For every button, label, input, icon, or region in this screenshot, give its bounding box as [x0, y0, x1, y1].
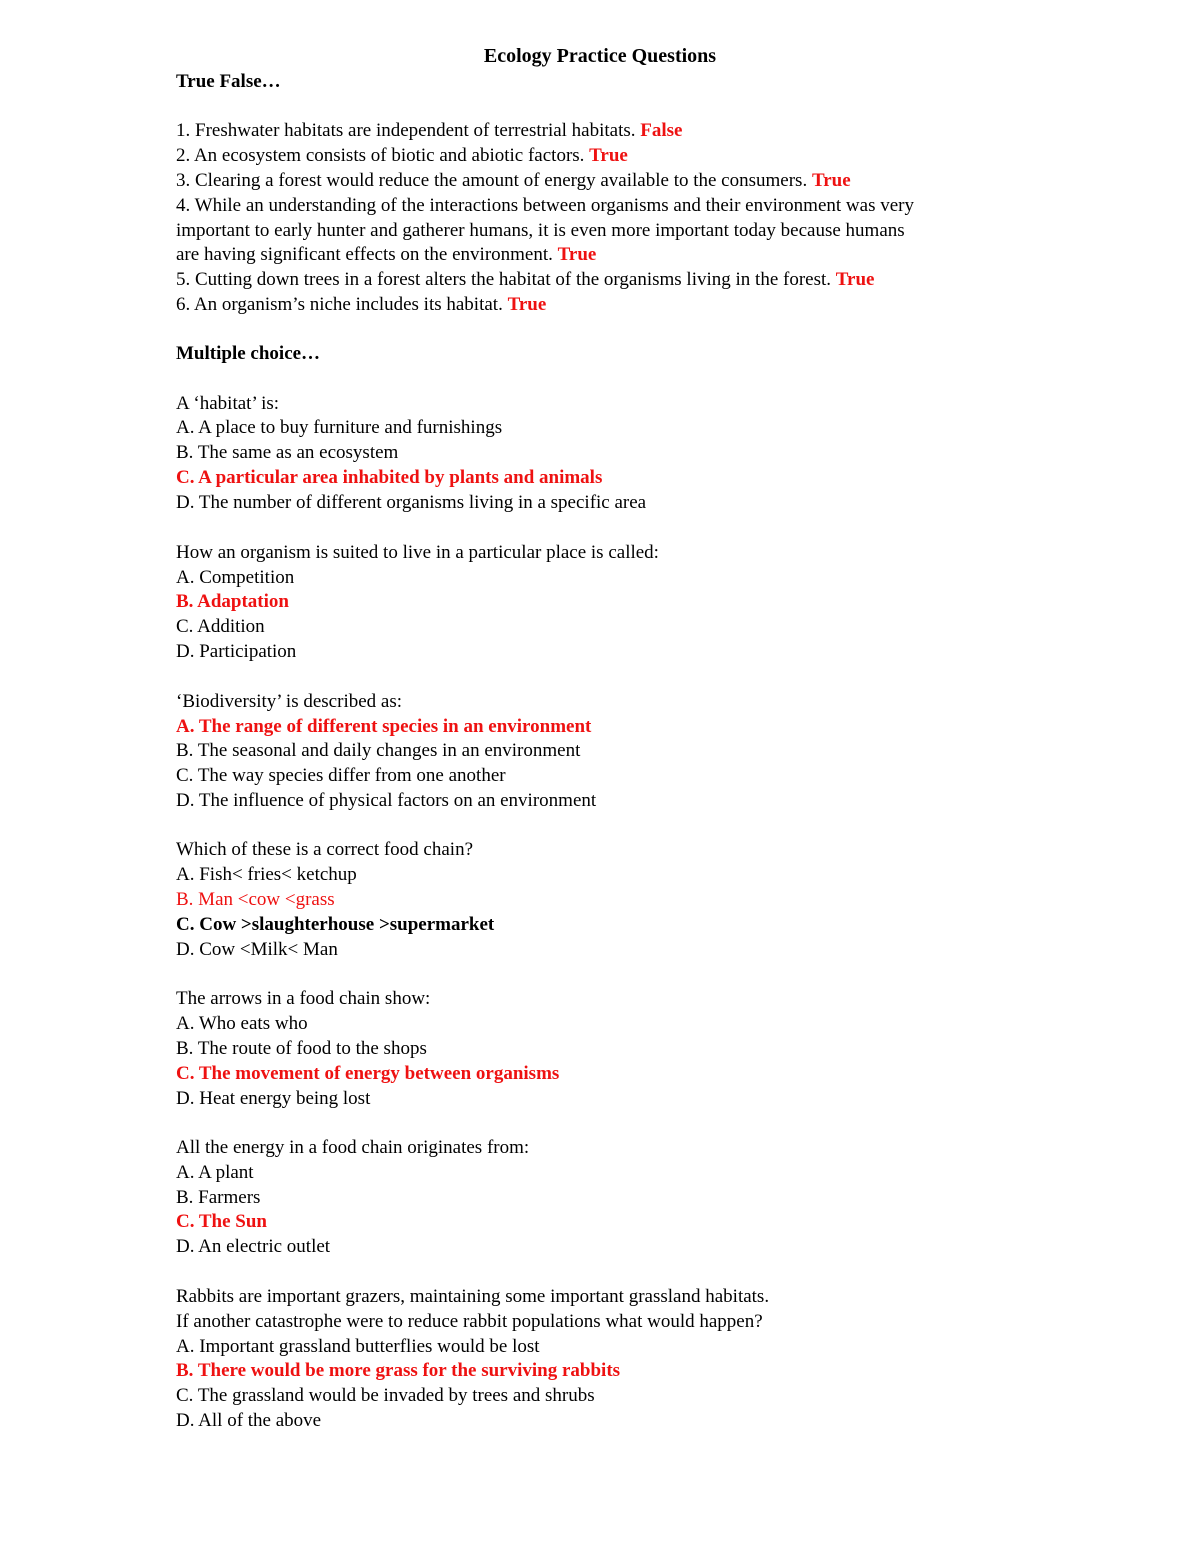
answer-option: A. Fish< fries< ketchup	[176, 864, 357, 885]
answer-option: B. Farmers	[176, 1187, 261, 1208]
tf-number: 1.	[176, 120, 191, 141]
tf-answer: True	[835, 269, 875, 290]
tf-item-3	[176, 169, 1076, 194]
tf-item-4-line-2	[176, 219, 1076, 244]
tf-answer: True	[589, 145, 628, 166]
answer-option: A. Who eats who	[176, 1013, 308, 1034]
question-stem: ‘Biodiversity’ is described as:	[176, 691, 403, 712]
tf-answer: False	[640, 120, 683, 141]
tf-statement: While an understanding of the interactions between organisms and their environment was very	[190, 195, 914, 216]
tf-answer: True	[557, 244, 597, 265]
answer-option: A. Competition	[176, 567, 295, 588]
tf-item-4-line-3	[176, 243, 1076, 268]
answer-option-correct: B. Man <cow <grass	[176, 889, 335, 910]
question-stem: All the energy in a food chain originates from:	[176, 1137, 530, 1158]
answer-option: A. Important grassland butterflies would be lost	[176, 1336, 540, 1357]
answer-option-correct: C. The Sun	[176, 1211, 268, 1232]
answer-option: D. An electric outlet	[176, 1236, 331, 1257]
tf-statement: are having significant effects on the environment.	[176, 244, 558, 265]
question-stem: A ‘habitat’ is:	[176, 393, 280, 414]
answer-option: A. A plant	[176, 1162, 254, 1183]
tf-item-5	[176, 268, 1076, 293]
tf-statement: An ecosystem consists of biotic and abiotic factors.	[190, 145, 590, 166]
answer-option: B. The seasonal and daily changes in an environment	[176, 740, 581, 761]
answer-option: D. All of the above	[176, 1410, 322, 1431]
answer-option: D. The influence of physical factors on an environment	[176, 790, 597, 811]
answer-option-correct: B. Adaptation	[176, 591, 289, 612]
answer-option-correct: C. The movement of energy between organisms	[176, 1063, 560, 1084]
answer-option: D. Heat energy being lost	[176, 1088, 371, 1109]
tf-answer: True	[811, 170, 851, 191]
answer-option: D. The number of different organisms living in a specific area	[176, 492, 647, 513]
answer-option: B. The same as an ecosystem	[176, 442, 399, 463]
tf-number: 5.	[176, 269, 191, 290]
tf-item-4-line-1	[176, 194, 1076, 219]
page-title: Ecology Practice Questions	[483, 45, 717, 67]
tf-statement: Cutting down trees in a forest alters the habitat of the organisms living in the forest.	[190, 269, 836, 290]
answer-option: B. The route of food to the shops	[176, 1038, 427, 1059]
answer-option: C. Cow >slaughterhouse >supermarket	[176, 914, 495, 935]
tf-number: 3.	[176, 170, 191, 191]
tf-answer: True	[507, 294, 547, 315]
tf-statement: Clearing a forest would reduce the amount of energy available to the consumers.	[190, 170, 812, 191]
tf-statement: An organism’s niche includes its habitat.	[190, 294, 508, 315]
answer-option: C. The grassland would be invaded by trees and shrubs	[176, 1385, 595, 1406]
tf-statement: Freshwater habitats are independent of terrestrial habitats.	[190, 120, 641, 141]
answer-option-correct: A. The range of different species in an environment	[176, 716, 592, 737]
tf-statement: important to early hunter and gatherer humans, it is even more important today because humans	[176, 220, 905, 241]
tf-item-1	[176, 119, 1076, 144]
answer-option: A. A place to buy furniture and furnishings	[176, 417, 503, 438]
question-stem: How an organism is suited to live in a particular place is called:	[176, 542, 659, 563]
tf-item-6	[176, 293, 1076, 318]
answer-option: D. Participation	[176, 641, 297, 662]
question-stem: The arrows in a food chain show:	[176, 988, 431, 1009]
answer-option-correct: B. There would be more grass for the surviving rabbits	[176, 1360, 621, 1381]
answer-option: C. Addition	[176, 616, 265, 637]
tf-number: 2.	[176, 145, 191, 166]
tf-number: 4.	[176, 195, 191, 216]
question-stem: Which of these is a correct food chain?	[176, 839, 474, 860]
answer-option-correct: C. A particular area inhabited by plants and animals	[176, 467, 603, 488]
answer-option: D. Cow <Milk< Man	[176, 939, 338, 960]
question-stem: Rabbits are important grazers, maintaining some important grassland habitats.	[176, 1286, 770, 1307]
question-stem: If another catastrophe were to reduce rabbit populations what would happen?	[176, 1311, 763, 1332]
multiple-choice-heading: Multiple choice…	[176, 343, 321, 364]
tf-item-2	[176, 144, 1076, 169]
true-false-heading: True False…	[176, 71, 281, 92]
answer-option: C. The way species differ from one another	[176, 765, 506, 786]
tf-number: 6.	[176, 294, 191, 315]
